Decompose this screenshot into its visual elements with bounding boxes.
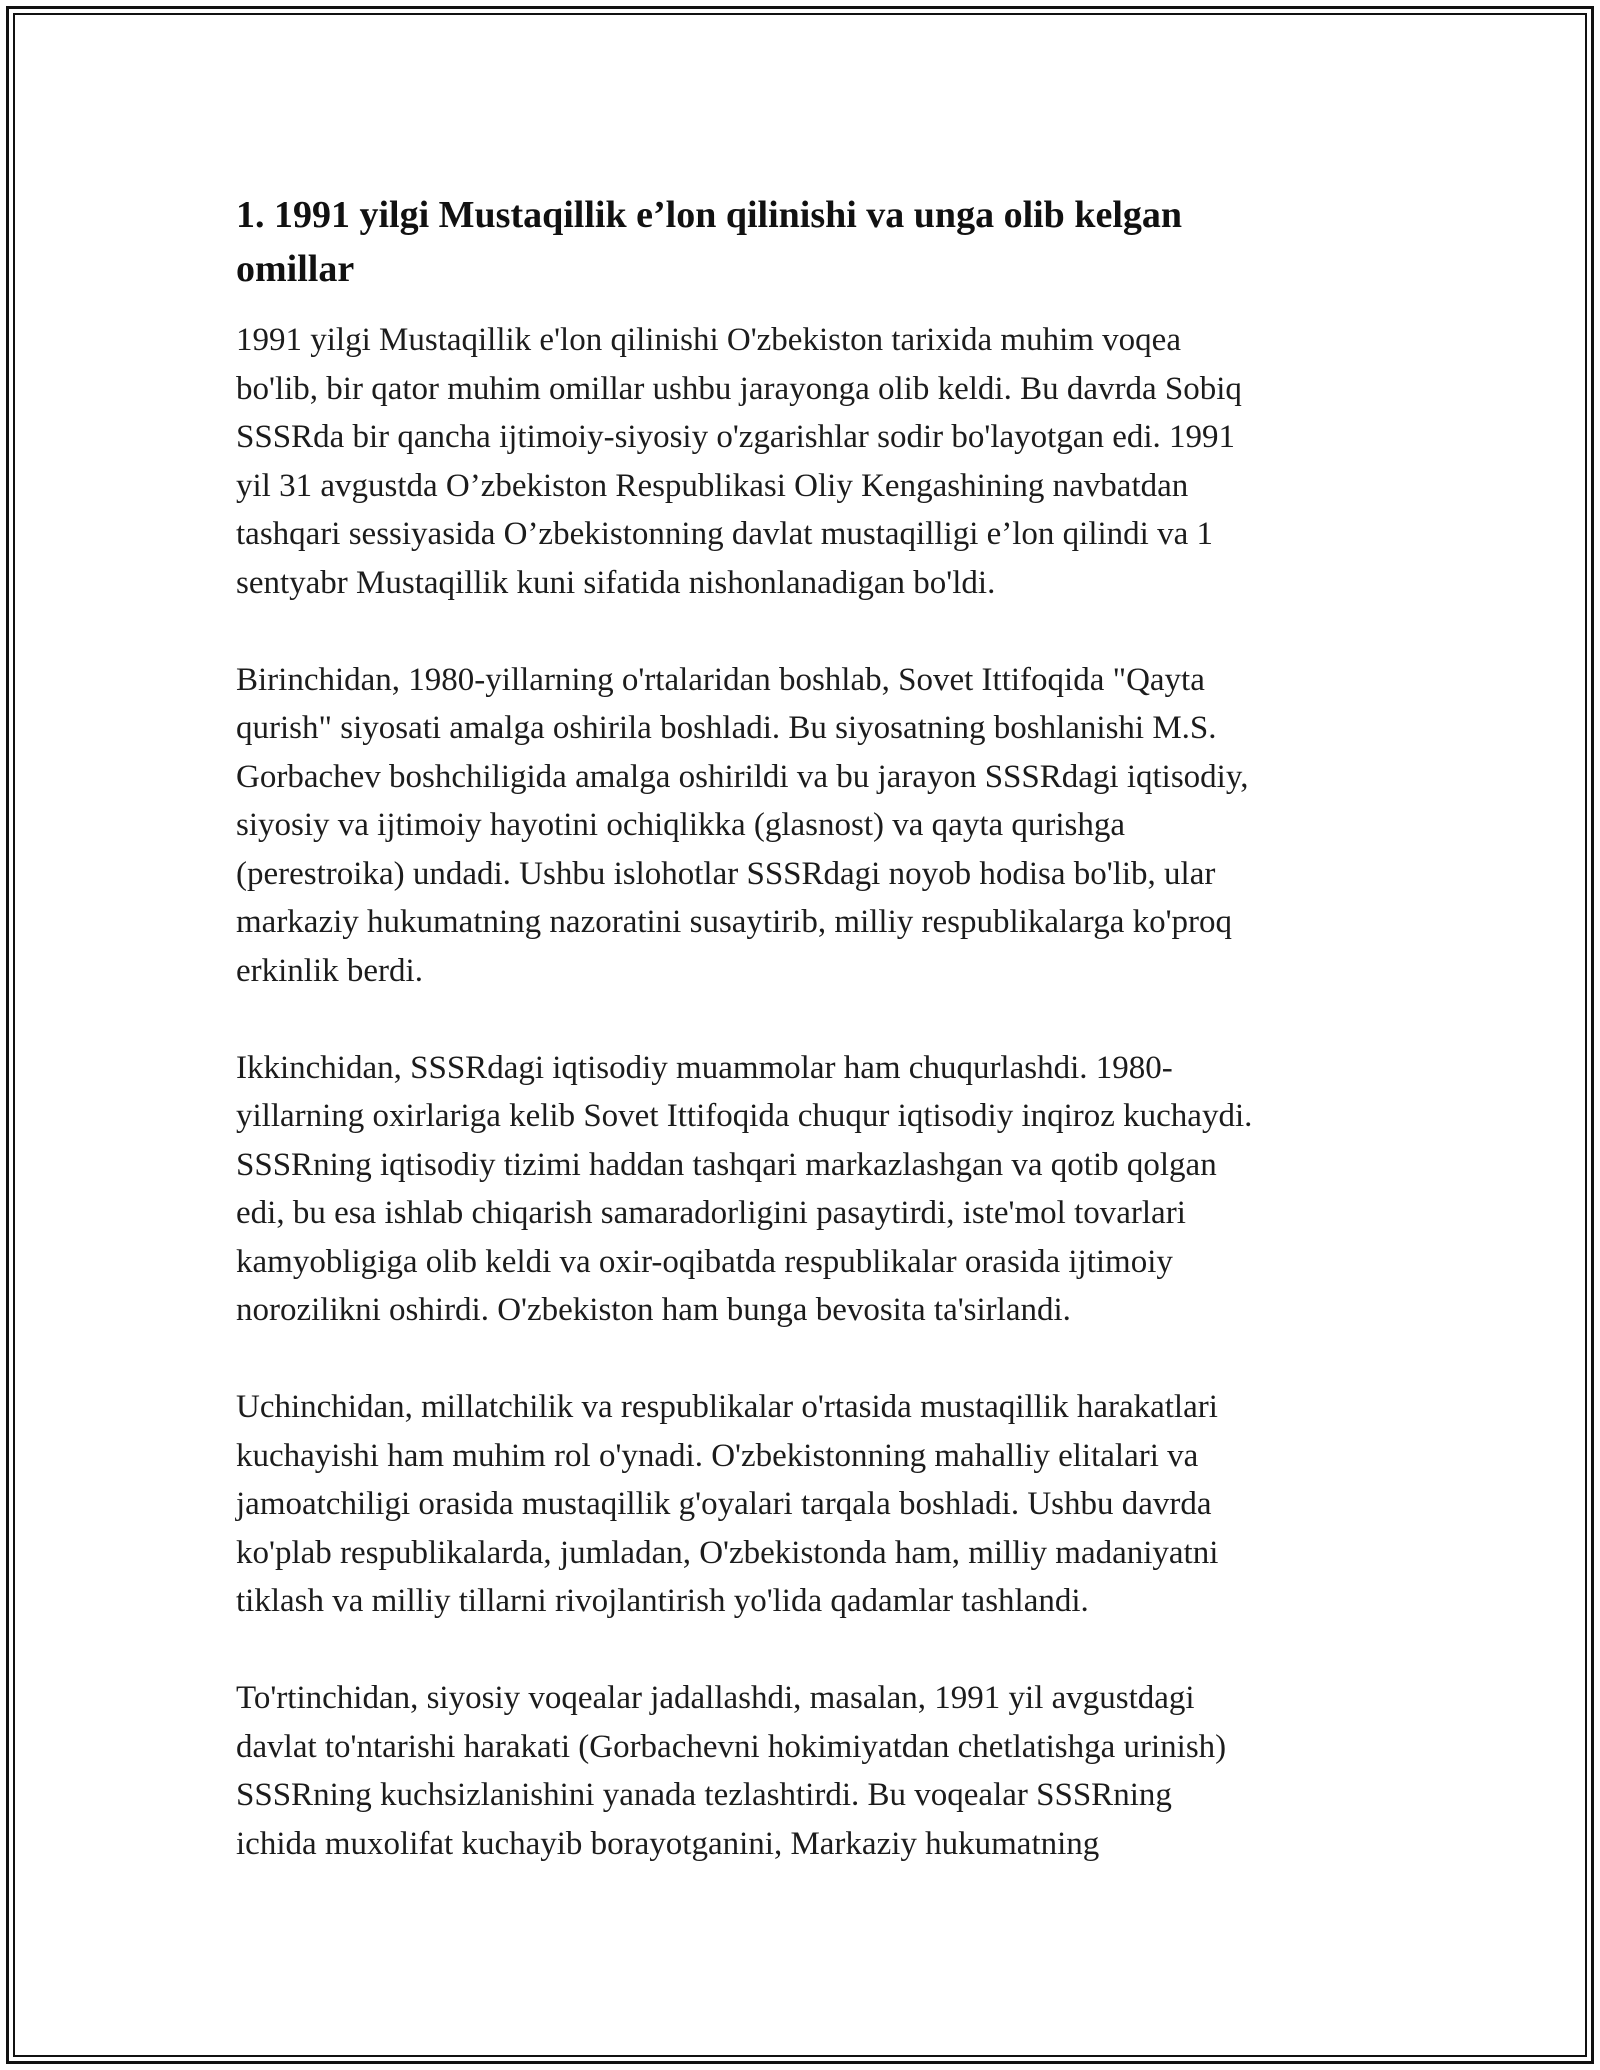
text-line: Uchinchidan, millatchilik va respublikalar o'rtasida mustaqillik harakatlari [236,1389,1218,1425]
text-line: To'rtinchidan, siyosiy voqealar jadallashdi, masalan, 1991 yil avgustdagi [236,1680,1195,1716]
text-line: markaziy hukumatning nazoratini susaytirib, milliy respublikalarga ko'proq [236,904,1233,940]
text-line: tashqari sessiyasida O’zbekistonning davlat mustaqilligi e’lon qilindi va 1 [236,516,1213,552]
text-line: kamyobligiga olib keldi va oxir-oqibatda respublikalar orasida ijtimoiy [236,1243,1173,1280]
text-line: ko'plab respublikalarda, jumladan, O'zbekistonda ham, milliy madaniyatni [236,1534,1219,1571]
text-line: jamoatchiligi orasida mustaqillik g'oyalari tarqala boshladi. Ushbu davrda [236,1486,1212,1522]
text-line: tiklash va milliy tillarni rivojlantirish yo'lida qadamlar tashlandi. [236,1583,1089,1619]
paragraph-third-factor [236,1383,1366,1626]
text-line: ichida muxolifat kuchayib borayotganini, Markaziy hukumatning [236,1825,1100,1862]
text-line: qurish" siyosati amalga oshirila boshladi. Bu siyosatning boshlanishi M.S. [236,710,1217,746]
text-line: (perestroika) undadi. Ushbu islohotlar SSSRdagi noyob hodisa bo'lib, ular [236,855,1216,892]
text-line: edi, bu esa ishlab chiqarish samaradorligini pasaytirdi, iste'mol tovarlari [236,1195,1186,1231]
paragraph-intro [236,316,1366,607]
section-heading [236,188,1366,296]
text-line: 1991 yilgi Mustaqillik e'lon qilinishi O'zbekiston tarixida muhim voqea [236,322,1181,358]
document-body [236,188,1366,1917]
text-line: siyosiy va ijtimoiy hayotini ochiqlikka (glasnost) va qayta qurishga [236,807,1126,843]
text-line: SSSRda bir qancha ijtimoiy-siyosiy o'zgarishlar sodir bo'layotgan edi. 1991 [236,419,1236,455]
text-line: erkinlik berdi. [236,952,423,989]
text-line: yil 31 avgustda O’zbekiston Respublikasi Oliy Kengashining navbatdan [236,467,1189,504]
heading-line: 1. 1991 yilgi Mustaqillik e’lon qilinishi va unga olib kelgan [236,194,1183,236]
text-line: SSSRning iqtisodiy tizimi haddan tashqari markazlashgan va qotib qolgan [236,1146,1217,1183]
text-line: kuchayishi ham muhim rol o'ynadi. O'zbekistonning mahalliy elitalari va [236,1437,1199,1474]
text-line: sentyabr Mustaqillik kuni sifatida nishonlanadigan bo'ldi. [236,564,996,601]
text-line: davlat to'ntarishi harakati (Gorbachevni hokimiyatdan chetlatishga urinish) [236,1728,1227,1765]
paragraph-second-factor [236,1044,1366,1335]
text-line: bo'lib, bir qator muhim omillar ushbu jarayonga olib keldi. Bu davrda Sobiq [236,370,1242,407]
text-line: Ikkinchidan, SSSRdagi iqtisodiy muammolar ham chuqurlashdi. 1980- [236,1049,1173,1086]
paragraph-first-factor [236,656,1366,996]
text-line: Birinchidan, 1980-yillarning o'rtalaridan boshlab, Sovet Ittifoqida "Qayta [236,661,1205,698]
text-line: SSSRning kuchsizlanishini yanada tezlashtirdi. Bu voqealar SSSRning [236,1777,1172,1813]
heading-line: omillar [236,248,355,290]
text-line: norozilikni oshirdi. O'zbekiston ham bunga bevosita ta'sirlandi. [236,1292,1071,1328]
text-line: yillarning oxirlariga kelib Sovet Ittifoqida chuqur iqtisodiy inqiroz kuchaydi. [236,1098,1253,1134]
text-line: Gorbachev boshchiligida amalga oshirildi va bu jarayon SSSRdagi iqtisodiy, [236,758,1249,795]
paragraph-fourth-factor [236,1674,1366,1868]
